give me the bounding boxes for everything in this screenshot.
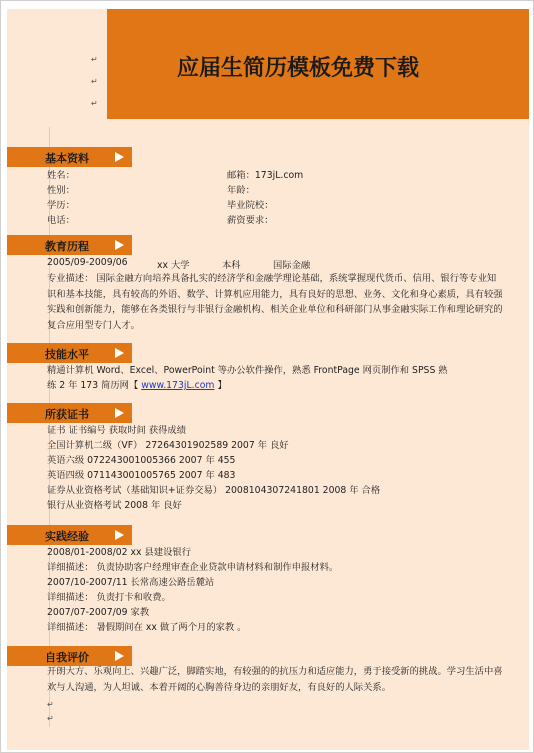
section-title: 基本资料 bbox=[45, 152, 89, 165]
arrow-right-icon bbox=[115, 408, 124, 418]
section-header-practice bbox=[7, 525, 132, 545]
section-title: 教育历程 bbox=[45, 240, 89, 253]
school-field: 毕业院校： bbox=[227, 200, 274, 211]
degree-field: 学历： bbox=[47, 200, 75, 211]
cert-line: 银行从业资格考试 2008 年 良好 bbox=[47, 500, 182, 511]
age-field: 年龄： bbox=[227, 185, 255, 196]
paragraph-marks bbox=[91, 49, 101, 115]
cert-line: 证券从业资格考试（基础知识+证券交易） 2008104307241801 2008 年 合格 bbox=[47, 485, 381, 496]
section-title: 实践经验 bbox=[45, 530, 89, 543]
arrow-right-icon bbox=[115, 240, 124, 250]
paragraph-mark: ↵ bbox=[47, 714, 54, 723]
paragraph-mark: ↵ bbox=[47, 700, 54, 709]
cert-line: 证书 证书编号 获取时间 获得成绩 bbox=[47, 425, 187, 436]
practice-line: 详细描述： 负责协助客户经理审查企业贷款申请材料和制作申报材料。 bbox=[47, 562, 339, 573]
resume-paper bbox=[7, 9, 529, 750]
edu-major: 国际金融 bbox=[273, 260, 311, 271]
skills-line-2-suffix: 】 bbox=[217, 380, 227, 391]
name-field: 姓名： bbox=[47, 170, 75, 181]
practice-line: 详细描述： 暑假期间在 xx 做了两个月的家教 。 bbox=[47, 622, 247, 633]
section-header-education bbox=[7, 235, 132, 255]
arrow-right-icon bbox=[115, 348, 124, 358]
salary-field: 薪资要求： bbox=[227, 215, 274, 226]
section-header-skills bbox=[7, 343, 132, 363]
cert-line: 全国计算机二级（VF） 27264301902589 2007 年 良好 bbox=[47, 440, 289, 451]
self-evaluation: 开朗大方、乐观向上、兴趣广泛，脚踏实地，有较强的的抗压力和适应能力，勇于接受新的挑战。学习生活中喜欢与人沟通，为人坦诚、本着开阔的心胸善待身边的亲朋好友，有良好的人际关系。 bbox=[47, 666, 503, 693]
paragraph-mark: ↵ bbox=[91, 99, 98, 108]
paragraph-mark: ↵ bbox=[91, 55, 98, 64]
practice-line: 2008/01-2008/02 xx 县建设银行 bbox=[47, 547, 191, 558]
practice-line: 详细描述： 负责打卡和收费。 bbox=[47, 592, 171, 603]
title-banner bbox=[107, 9, 529, 119]
arrow-right-icon bbox=[115, 152, 124, 162]
skills-line-2-prefix: 练 2 年 173 简历网【 bbox=[47, 380, 139, 391]
section-title: 自我评价 bbox=[45, 651, 89, 664]
skills-line-2 bbox=[47, 378, 227, 393]
edu-description: 专业描述： 国际金融方向培养具备扎实的经济学和金融学理论基础，系统掌握现代货币、信用、银行等专业知识和基本技能，具有较高的外语、数学、计算机应用能力，具有良好的思想、业务、文化和身心素质，具有较强实践和创新能力，能够在各类银行与非银行金融机构、相关企业单位和科研部门从事金融实际工作和理论研究的复合应用型专门人才。 bbox=[47, 273, 503, 331]
arrow-right-icon bbox=[115, 651, 124, 661]
email-field: 邮箱：173jL.com bbox=[227, 170, 304, 181]
edu-degree: 本科 bbox=[222, 260, 241, 271]
section-title: 所获证书 bbox=[45, 408, 89, 421]
page-title: 应届生简历模板免费下载 bbox=[177, 56, 420, 81]
section-header-certs bbox=[7, 403, 132, 423]
phone-field: 电话： bbox=[47, 215, 75, 226]
edu-period: 2005/09-2009/06 bbox=[47, 257, 128, 268]
paragraph-mark: ↵ bbox=[91, 77, 98, 86]
arrow-right-icon bbox=[115, 530, 124, 540]
website-link[interactable]: www.173jL.com bbox=[141, 380, 215, 391]
gender-field: 性别： bbox=[47, 185, 75, 196]
cert-line: 英语四级 071143001005765 2007 年 483 bbox=[47, 470, 236, 481]
cert-line: 英语六级 072243001005366 2007 年 455 bbox=[47, 455, 236, 466]
section-title: 技能水平 bbox=[45, 348, 89, 361]
practice-line: 2007/07-2007/09 家教 bbox=[47, 607, 150, 618]
skills-line-1: 精通计算机 Word、Excel、PowerPoint 等办公软件操作，熟悉 FrontPage 网页制作和 SPSS 熟 bbox=[47, 365, 448, 376]
practice-line: 2007/10-2007/11 长常高速公路岳麓站 bbox=[47, 577, 215, 588]
section-header-basic bbox=[7, 147, 132, 167]
edu-school: xx 大学 bbox=[157, 260, 190, 271]
section-header-self bbox=[7, 646, 132, 666]
